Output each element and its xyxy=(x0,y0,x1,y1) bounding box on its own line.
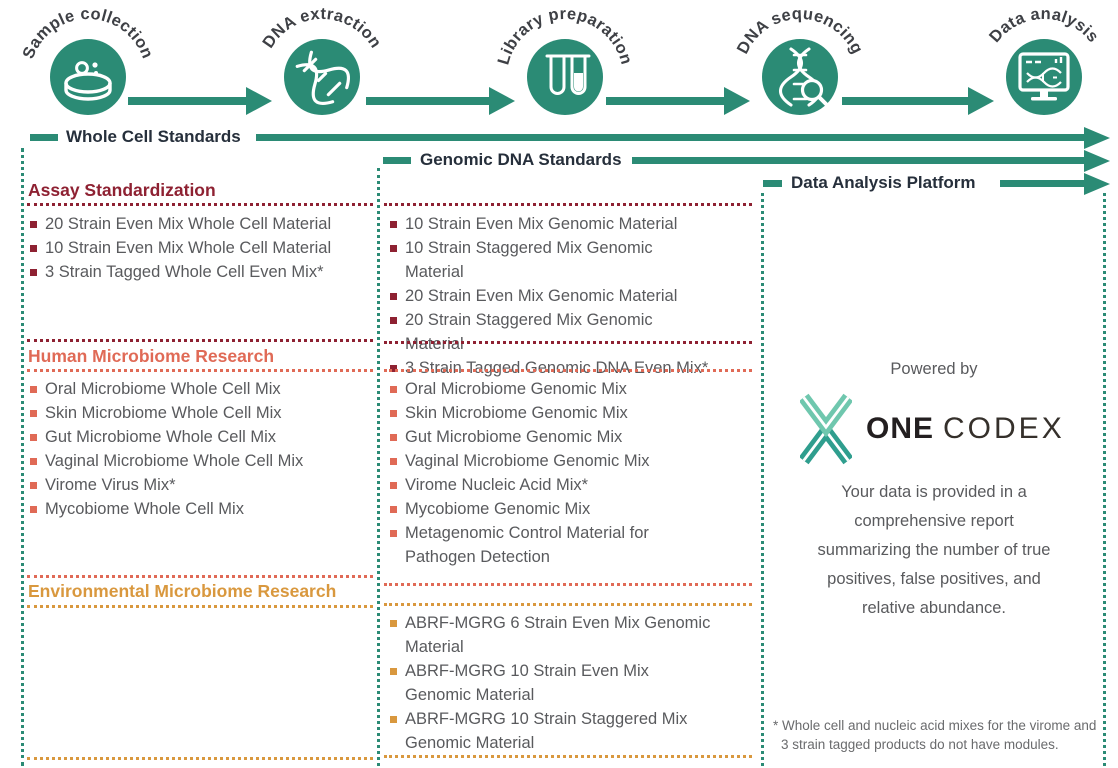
product-item xyxy=(30,401,374,425)
description-line: Your data is provided in a xyxy=(841,483,1027,501)
footnote xyxy=(773,716,1108,754)
product-item xyxy=(30,212,374,236)
genomic-environmental-list xyxy=(390,611,712,755)
section-divider xyxy=(384,341,752,344)
product-item xyxy=(390,401,712,425)
workflow-arrow xyxy=(842,87,994,115)
whole-cell-assay-list xyxy=(30,212,374,284)
bullet-icon xyxy=(30,221,37,228)
bullet-icon xyxy=(390,668,397,675)
bullet-icon xyxy=(390,506,397,513)
product-item-label: Oral Microbiome Whole Cell Mix xyxy=(45,380,281,398)
product-item xyxy=(30,236,374,260)
whole-cell-human-list xyxy=(30,377,374,521)
section-divider xyxy=(27,575,373,578)
bullet-icon xyxy=(390,221,397,228)
product-item-label: Gut Microbiome Genomic Mix xyxy=(405,428,623,446)
product-item-label: 10 Strain Even Mix Whole Cell Material xyxy=(45,239,332,257)
one-codex-logo xyxy=(800,392,1065,466)
section-divider xyxy=(384,583,752,586)
track-arrow-head xyxy=(1084,173,1110,195)
section-divider xyxy=(384,755,752,758)
product-item xyxy=(390,308,712,356)
section-divider xyxy=(27,605,373,608)
product-item xyxy=(390,473,712,497)
bullet-icon xyxy=(390,530,397,537)
track-arrow-shaft xyxy=(256,134,1084,141)
section-title-human: Human Microbiome Research xyxy=(28,346,275,366)
product-item-label: Skin Microbiome Whole Cell Mix xyxy=(45,404,282,422)
product-item xyxy=(30,449,374,473)
genomic-human-list xyxy=(390,377,712,569)
track-dash xyxy=(383,157,411,164)
track-label-platform: Data Analysis Platform xyxy=(791,173,976,192)
track-dash xyxy=(30,134,58,141)
product-item-label: Gut Microbiome Whole Cell Mix xyxy=(45,428,277,446)
product-item-label: ABRF-MGRG 10 Strain Staggered Mix Genomic Material xyxy=(405,710,688,752)
product-item xyxy=(390,284,712,308)
workflow-step-circle xyxy=(50,39,126,115)
product-item-label: Virome Virus Mix* xyxy=(45,476,176,494)
one-codex-wordmark xyxy=(866,412,1065,446)
product-item xyxy=(390,212,712,236)
track-arrow-shaft xyxy=(632,157,1084,164)
bullet-icon xyxy=(30,386,37,393)
workflow-band xyxy=(0,0,1118,132)
product-item-label: Mycobiome Genomic Mix xyxy=(405,500,591,518)
powered-by-label: Powered by xyxy=(890,360,978,378)
product-item-label: Skin Microbiome Genomic Mix xyxy=(405,404,628,422)
section-divider xyxy=(384,369,752,372)
product-item xyxy=(390,497,712,521)
bullet-icon xyxy=(390,482,397,489)
product-item-label: Vaginal Microbiome Whole Cell Mix xyxy=(45,452,304,470)
workflow-arrow xyxy=(606,87,750,115)
column-border xyxy=(21,148,24,766)
brand-word-codex: CODEX xyxy=(943,412,1065,445)
description-line: positives, false positives, and xyxy=(827,570,1041,588)
section-title-assay: Assay Standardization xyxy=(28,180,216,200)
product-item xyxy=(390,611,712,659)
product-item-label: 20 Strain Even Mix Genomic Material xyxy=(405,287,678,305)
bullet-icon xyxy=(390,245,397,252)
description-line: summarizing the number of true xyxy=(817,541,1051,559)
section-title-environmental: Environmental Microbiome Research xyxy=(28,581,337,601)
workflow-step-label-text: Data analysis xyxy=(985,4,1103,46)
section-divider xyxy=(27,757,373,760)
bullet-icon xyxy=(30,245,37,252)
footnote-line: * Whole cell and nucleic acid mixes for the virome and xyxy=(773,718,1097,733)
description-line: comprehensive report xyxy=(854,512,1014,530)
track-arrow-shaft xyxy=(1000,180,1084,187)
product-item-label: ABRF-MGRG 6 Strain Even Mix Genomic Material xyxy=(405,614,711,656)
product-item xyxy=(30,425,374,449)
product-item-label: Vaginal Microbiome Genomic Mix xyxy=(405,452,650,470)
product-item-label: 3 Strain Tagged Genomic DNA Even Mix* xyxy=(405,359,709,377)
bullet-icon xyxy=(30,506,37,513)
genomic-assay-list xyxy=(390,212,712,380)
column-border xyxy=(377,168,380,766)
track-label-genomic: Genomic DNA Standards xyxy=(420,150,622,169)
section-divider xyxy=(384,603,752,606)
footnote-line: 3 strain tagged products do not have modules. xyxy=(781,737,1059,752)
workflow-step-label-text: Sample collection xyxy=(19,4,157,62)
product-item-label: 20 Strain Staggered Mix Genomic Material xyxy=(405,311,653,353)
one-codex-x-icon xyxy=(800,392,852,466)
track-label-whole-cell: Whole Cell Standards xyxy=(66,127,241,146)
bullet-icon xyxy=(30,269,37,276)
product-item xyxy=(390,425,712,449)
bullet-icon xyxy=(30,434,37,441)
workflow-step-label-text: Library preparation xyxy=(494,4,636,67)
product-item xyxy=(390,236,712,284)
bullet-icon xyxy=(390,386,397,393)
product-item-label: Virome Nucleic Acid Mix* xyxy=(405,476,589,494)
product-item xyxy=(30,260,374,284)
workflow-arrow xyxy=(128,87,272,115)
bullet-icon xyxy=(390,434,397,441)
bullet-icon xyxy=(390,716,397,723)
product-item-label: Metagenomic Control Material for Pathogen Detection xyxy=(405,524,649,566)
track-arrow-head xyxy=(1084,127,1110,149)
brand-word-one: ONE xyxy=(866,412,935,445)
description-line: relative abundance. xyxy=(861,599,1007,617)
product-item xyxy=(390,377,712,401)
section-divider xyxy=(27,339,373,342)
track-arrow-head xyxy=(1084,150,1110,172)
product-item-label: 10 Strain Staggered Mix Genomic Material xyxy=(405,239,653,281)
workflow-step-label-text: DNA sequencing xyxy=(733,4,867,57)
product-item xyxy=(390,449,712,473)
product-item xyxy=(30,473,374,497)
product-item xyxy=(30,377,374,401)
bullet-icon xyxy=(390,458,397,465)
column-border xyxy=(761,193,764,766)
workflow-arrow xyxy=(366,87,515,115)
bullet-icon xyxy=(390,293,397,300)
bullet-icon xyxy=(30,410,37,417)
platform-description xyxy=(770,478,1098,623)
bullet-icon xyxy=(390,620,397,627)
column-border xyxy=(1103,193,1106,766)
section-divider xyxy=(27,369,373,372)
bullet-icon xyxy=(30,458,37,465)
workflow-step-label-text: DNA extraction xyxy=(259,4,385,52)
product-item-label: 10 Strain Even Mix Genomic Material xyxy=(405,215,678,233)
bullet-icon xyxy=(390,317,397,324)
product-item xyxy=(390,659,712,707)
product-item xyxy=(390,707,712,755)
product-item-label: Mycobiome Whole Cell Mix xyxy=(45,500,244,518)
product-item-label: 3 Strain Tagged Whole Cell Even Mix* xyxy=(45,263,324,281)
product-item-label: ABRF-MGRG 10 Strain Even Mix Genomic Material xyxy=(405,662,649,704)
product-item-label: 20 Strain Even Mix Whole Cell Material xyxy=(45,215,332,233)
product-item xyxy=(30,497,374,521)
track-dash xyxy=(763,180,782,187)
product-item xyxy=(390,521,712,569)
section-divider xyxy=(384,203,752,206)
section-divider xyxy=(27,203,373,206)
bullet-icon xyxy=(30,482,37,489)
bullet-icon xyxy=(390,410,397,417)
product-item-label: Oral Microbiome Genomic Mix xyxy=(405,380,627,398)
